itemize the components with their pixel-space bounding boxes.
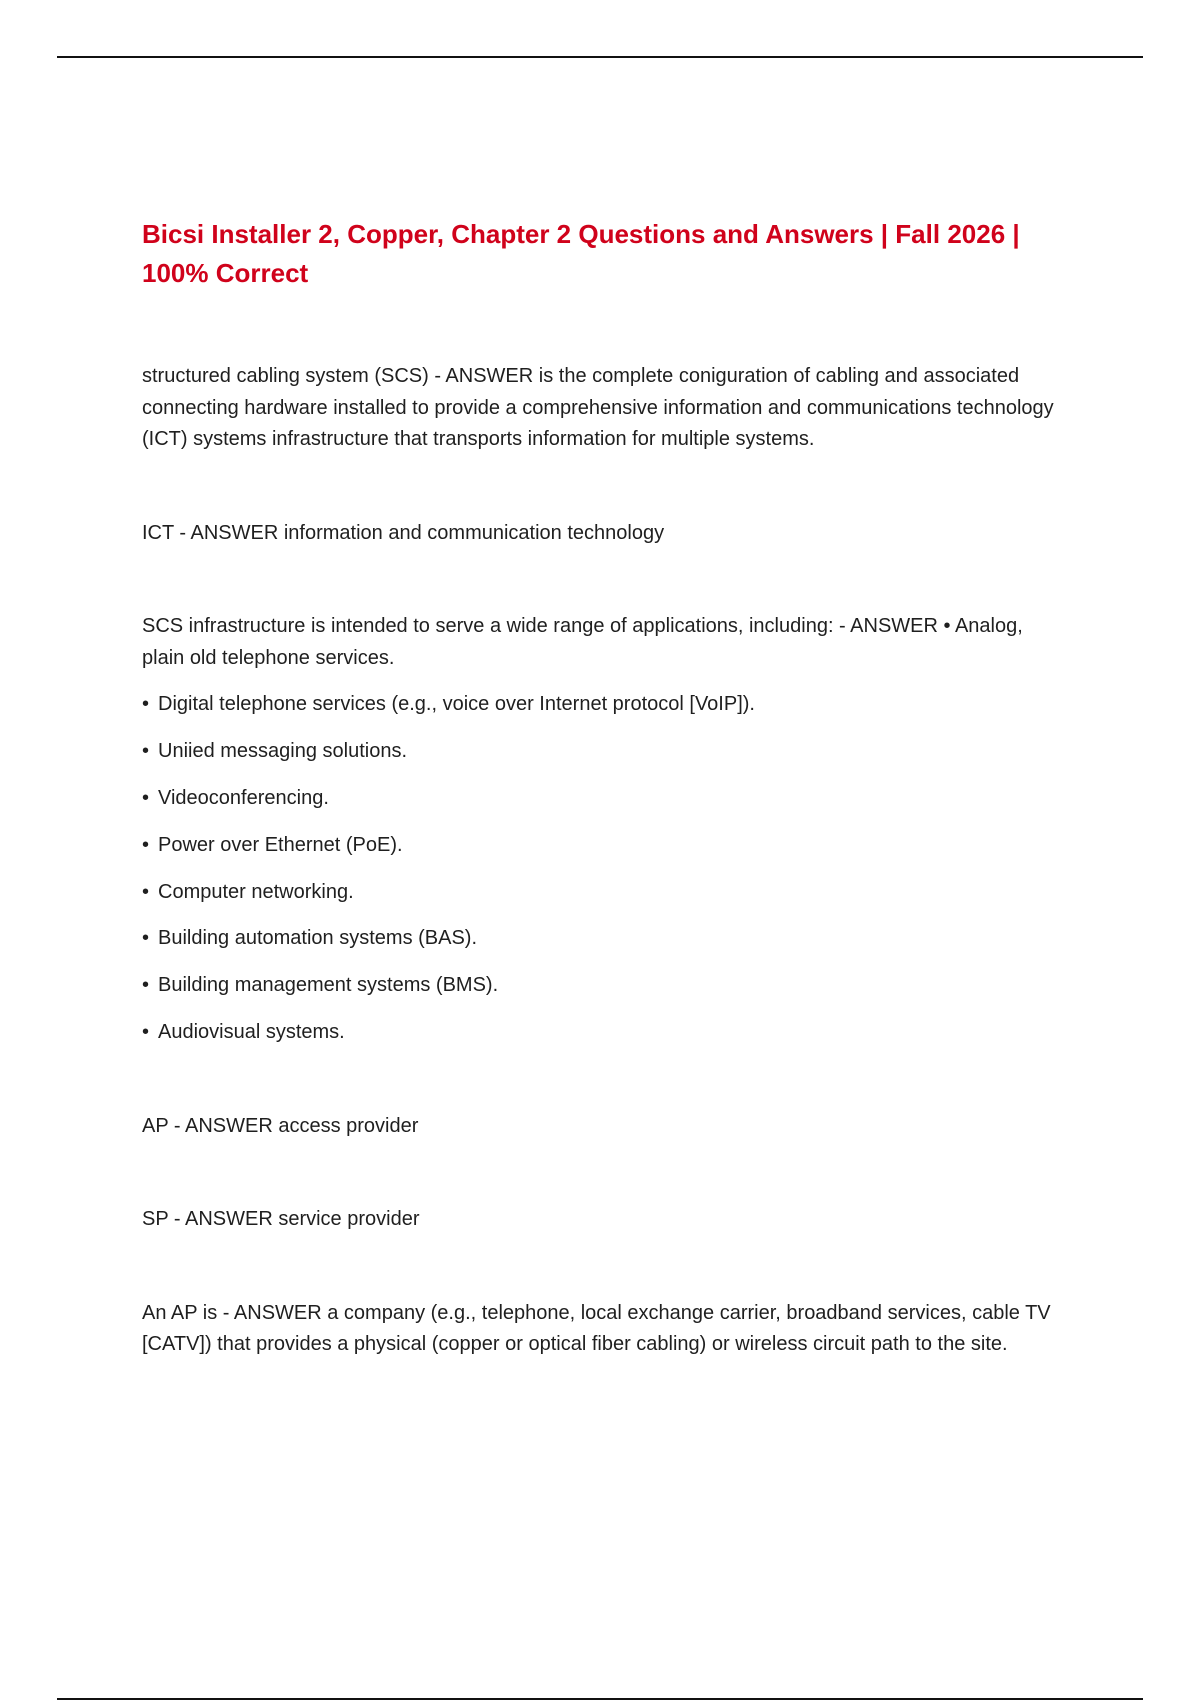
list-item	[142, 877, 1062, 909]
list-item-text: Digital telephone services (e.g., voice over Internet protocol [VoIP]).	[158, 693, 755, 715]
entry-scs: structured cabling system (SCS) - ANSWER is the complete coniguration of cabling and associated connecting hardware installed to provide a comprehensive information and communications technology (ICT) systems infrastructure that transports information for multiple systems.	[142, 365, 1054, 450]
bullet-icon: •	[142, 833, 150, 856]
bullet-icon: •	[142, 880, 150, 903]
list-item-text: Building management systems (BMS).	[158, 974, 499, 997]
list-item-text: Building automation systems (BAS).	[158, 927, 478, 950]
document-title: Bicsi Installer 2, Copper, Chapter 2 Questions and Answers | Fall 2026 | 100% Correct	[142, 219, 1020, 288]
bullet-icon: •	[142, 739, 150, 762]
entry-sp: SP - ANSWER service provider	[142, 1208, 420, 1231]
list-item-text: Audiovisual systems.	[158, 1021, 345, 1044]
list-item	[142, 736, 1062, 768]
bullet-icon: •	[142, 693, 150, 715]
list-item	[142, 830, 1062, 862]
applications-list	[142, 689, 1062, 1049]
list-item-text: Uniied messaging solutions.	[158, 739, 408, 762]
entry-scs-applications: SCS infrastructure is intended to serve a wide range of applications, including: - ANSWER • Analog, plain old telephone services.	[142, 615, 1023, 669]
bullet-icon: •	[142, 927, 150, 950]
list-item	[142, 783, 1062, 815]
list-item	[142, 923, 1062, 955]
top-divider	[57, 56, 1143, 58]
list-item	[142, 1017, 1062, 1049]
bullet-icon: •	[142, 786, 150, 809]
list-item-text: Videoconferencing.	[158, 786, 329, 809]
entry-ap-definition: An AP is - ANSWER a company (e.g., telephone, local exchange carrier, broadband services, cable TV [CATV]) that provides a physical (copper or optical fiber cabling) or wireless circuit path to the site.	[142, 1301, 1051, 1356]
list-item-text: Computer networking.	[158, 880, 354, 903]
document-body	[142, 215, 1062, 1361]
entry-ict: ICT - ANSWER information and communication technology	[142, 521, 665, 544]
list-item-text: Power over Ethernet (PoE).	[158, 833, 403, 856]
entry-ap: AP - ANSWER access provider	[142, 1114, 419, 1137]
list-item	[142, 689, 1062, 721]
list-item	[142, 970, 1062, 1002]
bullet-icon: •	[142, 1021, 150, 1044]
bullet-icon: •	[142, 974, 150, 997]
